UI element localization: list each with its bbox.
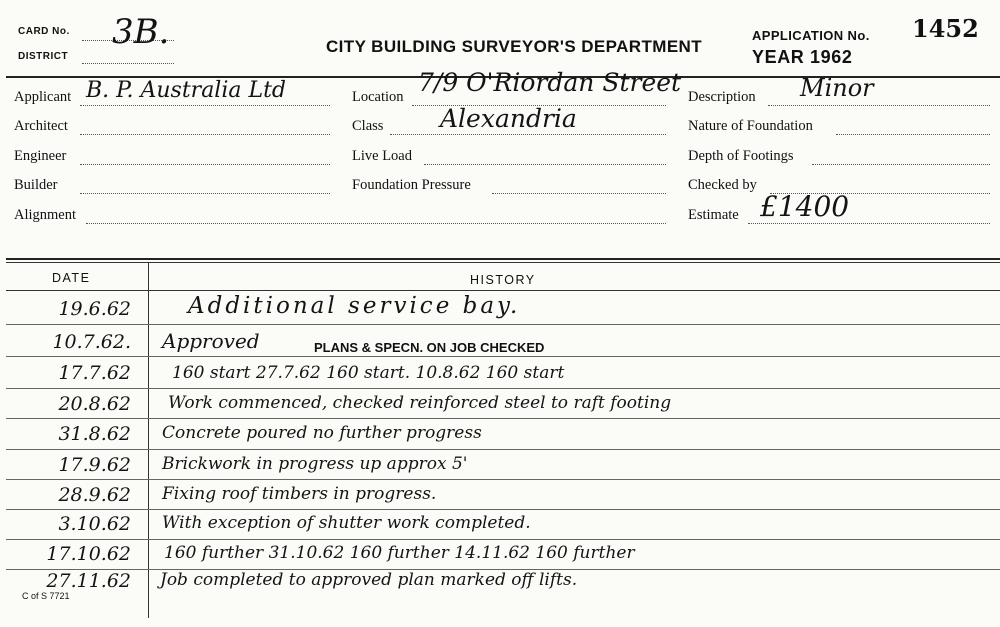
foundation-pressure-label: Foundation Pressure xyxy=(352,177,471,193)
history-row-date: 10.7.62. xyxy=(52,331,131,353)
description-label: Description xyxy=(688,89,756,105)
history-row-date: 31.8.62 xyxy=(58,423,131,445)
description-value: Minor xyxy=(800,74,874,102)
row-rule xyxy=(6,539,1000,540)
history-row-date: 27.11.62 xyxy=(46,570,131,592)
estimate-dots xyxy=(748,223,990,224)
architect-label: Architect xyxy=(14,118,68,134)
history-row-text: Brickwork in progress up approx 5' xyxy=(162,454,468,474)
card-no-label: CARD No. xyxy=(18,26,70,37)
architect-dots xyxy=(80,134,330,135)
form-code: C of S 7721 xyxy=(22,591,70,601)
class-label: Class xyxy=(352,118,384,134)
application-no-label: APPLICATION No. xyxy=(752,28,870,43)
location-value-line2: Alexandria xyxy=(440,104,577,133)
builder-dots xyxy=(80,193,330,194)
depth-of-footings-dots xyxy=(812,164,990,165)
history-column-header: HISTORY xyxy=(470,273,536,287)
history-row-text: Additional service bay. xyxy=(188,293,521,319)
live-load-dots xyxy=(424,164,666,165)
nature-of-foundation-label: Nature of Foundation xyxy=(688,118,813,134)
history-row-date: 17.10.62 xyxy=(46,543,131,565)
history-row-date: 20.8.62 xyxy=(58,393,131,415)
year-label: YEAR 1962 xyxy=(752,47,853,67)
card-no-value: 3B. xyxy=(112,12,170,52)
plans-checked-stamp: PLANS & SPECN. ON JOB CHECKED xyxy=(314,340,545,355)
district-dots xyxy=(82,63,174,64)
history-row-date: 17.9.62 xyxy=(58,454,131,476)
date-column-header: DATE xyxy=(52,271,91,285)
foundation-pressure-dots xyxy=(492,193,666,194)
history-header-rule xyxy=(6,290,1000,291)
row-rule xyxy=(6,388,1000,389)
estimate-label: Estimate xyxy=(688,207,739,223)
engineer-label: Engineer xyxy=(14,148,67,164)
location-label: Location xyxy=(352,89,404,105)
applicant-dots xyxy=(80,105,330,106)
nature-of-foundation-dots xyxy=(836,134,990,135)
location-value-line1: 7/9 O'Riordan Street xyxy=(418,68,682,97)
history-top-rule-2 xyxy=(6,262,1000,263)
history-row-text: 160 start 27.7.62 160 start. 10.8.62 160 start xyxy=(172,363,565,383)
history-column-divider xyxy=(148,263,149,618)
history-top-rule xyxy=(6,258,1000,260)
builder-label: Builder xyxy=(14,177,58,193)
alignment-dots xyxy=(86,223,666,224)
live-load-label: Live Load xyxy=(352,148,412,164)
applicant-value: B. P. Australia Ltd xyxy=(86,78,287,103)
department-title: CITY BUILDING SURVEYOR'S DEPARTMENT xyxy=(326,37,703,56)
estimate-value: £1400 xyxy=(760,190,850,223)
row-rule xyxy=(6,418,1000,419)
row-rule xyxy=(6,324,1000,325)
alignment-label: Alignment xyxy=(14,207,77,223)
history-row-text: Concrete poured no further progress xyxy=(162,423,482,443)
history-row-date: 3.10.62 xyxy=(58,513,131,535)
history-row-text: With exception of shutter work completed. xyxy=(162,513,531,533)
engineer-dots xyxy=(80,164,330,165)
applicant-label: Applicant xyxy=(14,89,72,105)
history-row-date: 17.7.62 xyxy=(58,362,131,384)
depth-of-footings-label: Depth of Footings xyxy=(688,148,794,164)
row-rule xyxy=(6,509,1000,510)
history-row-text: 160 further 31.10.62 160 further 14.11.62 160 further xyxy=(164,543,635,563)
history-row-text: Fixing roof timbers in progress. xyxy=(162,484,437,504)
class-dots xyxy=(390,134,666,135)
row-rule xyxy=(6,479,1000,480)
row-rule xyxy=(6,356,1000,357)
description-dots xyxy=(768,105,990,106)
history-row-date: 28.9.62 xyxy=(58,484,131,506)
district-label: DISTRICT xyxy=(18,51,69,62)
row-rule xyxy=(6,449,1000,450)
history-row-date: 19.6.62 xyxy=(58,298,131,320)
history-row-text: Approved xyxy=(162,329,260,353)
checked-by-label: Checked by xyxy=(688,177,757,193)
history-row-text: Job completed to approved plan marked off lifts. xyxy=(160,570,578,590)
history-row-text: Work commenced, checked reinforced steel to raft footing xyxy=(168,393,672,413)
application-no-value: 1452 xyxy=(912,14,979,43)
